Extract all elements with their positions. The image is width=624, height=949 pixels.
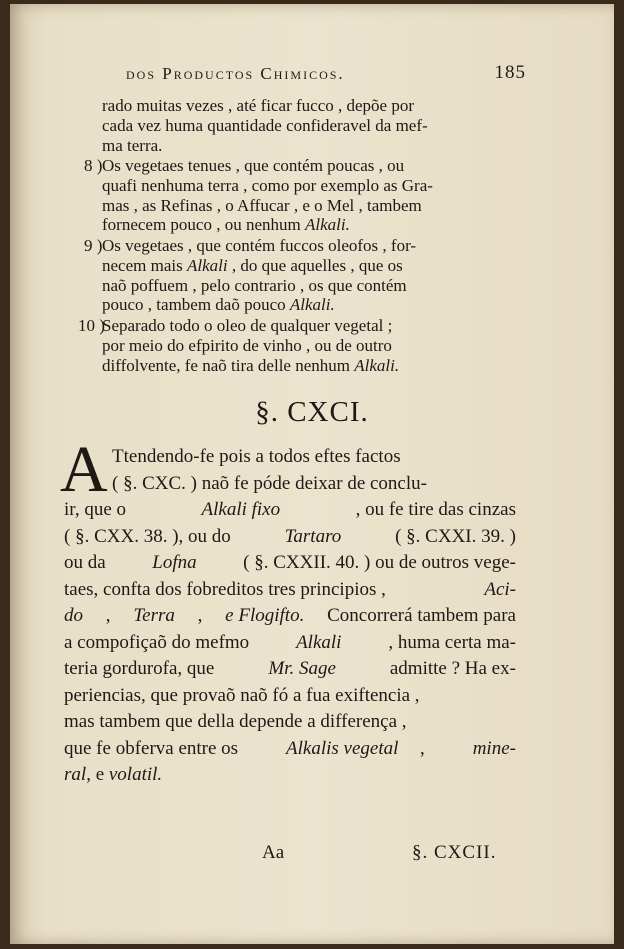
text-line: ( §. CXX. 38. ), ou do <box>64 525 231 547</box>
italic-term: Alkali <box>186 255 228 275</box>
italic-term: Alkali. <box>354 355 400 375</box>
text-line: ( §. CXC. ) naõ fe póde deixar de conclu- <box>112 472 427 494</box>
page-number: 185 <box>494 62 526 83</box>
text-line: , <box>197 605 203 626</box>
text-line: Concorrerá tambem para <box>327 605 516 626</box>
text-line: admitte ? Ha ex- <box>389 658 516 679</box>
signature-mark: Aa <box>262 842 285 863</box>
running-head <box>126 64 526 84</box>
text-line: diffolvente, fe naõ tira delle nenhum <box>102 355 350 375</box>
text-line: , <box>105 605 111 626</box>
running-head-title: dos Productos Chimicos. <box>126 64 345 83</box>
text-line: , e <box>86 764 105 785</box>
italic-term: Alkali fixo <box>201 499 281 520</box>
text-line: taes, confta dos fobreditos tres principios , <box>64 578 386 600</box>
text-line: a compofiçaõ do mefmo <box>64 631 250 653</box>
item-number: 10 ) <box>78 316 105 335</box>
italic-term: Alkali. <box>289 295 335 315</box>
text-line: , do que aquelles , que os <box>231 255 403 275</box>
italic-term: volatil. <box>108 764 163 785</box>
text-line: Os vegetaes , que contém fuccos oleofos , for- <box>102 236 417 255</box>
italic-term: e Flogifto. <box>225 605 305 626</box>
text-line: naõ poffuem , pelo contrario , os que contém <box>102 275 407 295</box>
text-line: , huma certa ma- <box>388 631 516 653</box>
list-item-8 <box>86 156 516 235</box>
italic-term: Aci- <box>484 578 516 600</box>
italic-term: do <box>64 605 83 626</box>
italic-term: Alkali <box>296 631 342 653</box>
text-line: mas , as Refinas , o Affucar , e o Mel , tambem <box>102 195 422 215</box>
italic-term: mine- <box>472 737 516 759</box>
text-line: Ttendendo-fe pois a todos eftes factos <box>112 446 401 467</box>
top-text-block <box>86 96 516 155</box>
main-paragraph <box>64 444 516 789</box>
text-line: por meio do efpirito de vinho , ou de outro <box>102 335 392 355</box>
drop-cap: A <box>60 433 108 506</box>
italic-term: Lofna <box>152 552 197 573</box>
text-line: , ou fe tire das cinzas <box>355 499 516 520</box>
text-line: ou da <box>64 552 106 573</box>
section-title: §. CXCI. <box>255 396 369 428</box>
item-number: 8 ) <box>84 156 103 175</box>
italic-term: Tartaro <box>284 525 342 547</box>
text-line: cada vez huma quantidade confideravel da mef- <box>102 115 428 135</box>
text-line: pouco , tambem daõ pouco <box>102 295 286 315</box>
item-number: 9 ) <box>84 236 103 255</box>
book-page <box>10 4 614 944</box>
text-line: mas tambem que della depende a differença , <box>64 711 407 732</box>
text-line: que fe obferva entre os <box>64 737 239 759</box>
list-item-9 <box>86 236 516 315</box>
text-line: periencias, que provaõ naõ fó a fua exiftencia , <box>64 684 420 706</box>
italic-term: Alkalis vegetal <box>286 737 399 759</box>
catchword: §. CXCII. <box>412 842 497 863</box>
text-line: quafi nenhuma terra , como por exemplo as Gra- <box>102 175 433 195</box>
list-item-10 <box>78 316 516 375</box>
italic-term: Terra <box>133 605 175 626</box>
text-line: ( §. CXXI. 39. ) <box>395 525 516 547</box>
text-line: fornecem pouco , ou nenhum <box>102 215 301 235</box>
text-line: Os vegetaes tenues , que contém poucas , ou <box>102 156 405 175</box>
text-line: ( §. CXXII. 40. ) ou de outros vege- <box>243 552 516 573</box>
text-line: Separado todo o oleo de qualquer vegetal ; <box>102 316 393 335</box>
text-line: teria gordurofa, que <box>64 658 215 679</box>
text-line: necem mais <box>102 255 183 275</box>
italic-term: Mr. Sage <box>268 658 336 679</box>
italic-term: Alkali. <box>305 215 350 235</box>
text-line: rado muitas vezes , até ficar fucco , depõe por <box>102 96 414 115</box>
text-line: ma terra. <box>102 135 163 155</box>
text-line: , <box>420 737 425 759</box>
text-line: ir, que o <box>64 499 127 520</box>
italic-term: ral <box>64 764 87 785</box>
